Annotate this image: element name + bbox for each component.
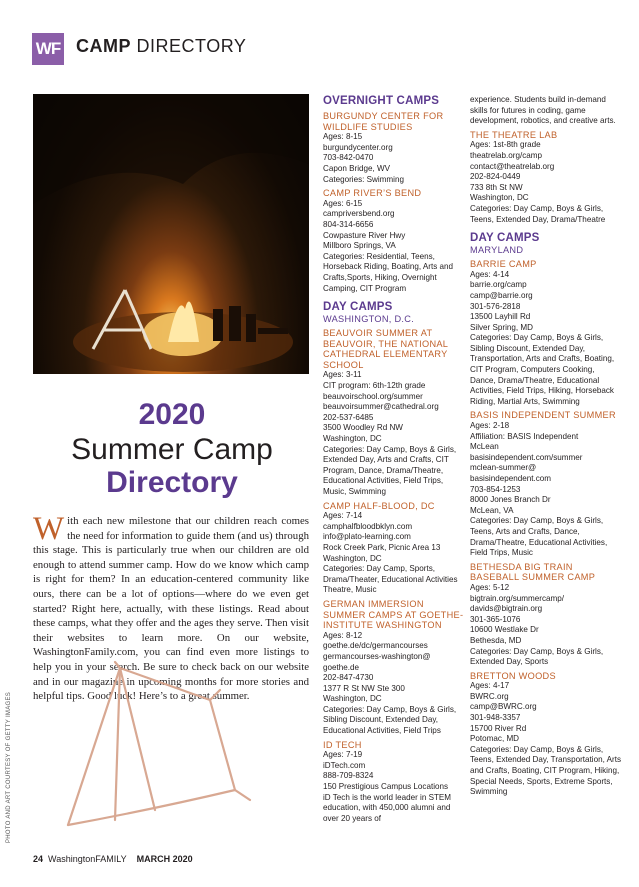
- listing-line: Affiliation: BASIS Independent: [470, 431, 579, 441]
- listing-line: Ages: 8-12: [323, 630, 363, 640]
- listing-text: Categories: Day Camp, Boys & Girls, Extended Day, Sports: [470, 646, 604, 667]
- magazine-name-light: Washington: [48, 854, 96, 864]
- listing-text: experience. Students build in-demand skills for futures in coding, game development, robotics, and creative arts.: [470, 95, 616, 126]
- feature-title: Directory: [106, 466, 238, 499]
- campfire-illustration: [33, 94, 309, 374]
- intro-text: ith each new milestone that our children reach comes the need for information to guide them (and us) through this stage. This is particularly true when our children are old enough to attend summer camp. How do we know which camp is right for them? In an education-centered community like ours, there can be a lot of options—where do we even get started? Right here, actually, with these listings. Read about these camps, what they offer and the ages they serve. Then visit their websites to learn more. On our website, WashingtonFamily.com, you can find even more listings to help you in your search. Be sure to check back on our website and in our magazine in upcoming months for more stories and helpful tips. Good luck! Here’s to a great summer.: [33, 515, 309, 703]
- listing-text: Categories: Day Camp, Boys & Girls, Extended Day, Arts and Crafts, CIT Program, Dance, Drama/Theatre, Educational Activities, Field Trips, Music, Swimming: [323, 444, 457, 496]
- listing-line: 703-842-0470: [323, 153, 374, 163]
- listing-line: 10600 Westlake Dr: [470, 625, 539, 635]
- campfire-photo: [33, 94, 309, 374]
- camp-name: BARRIE CAMP: [470, 259, 537, 270]
- listing-line: McLean, VA: [470, 505, 514, 515]
- listing-line: 202-824-0449: [470, 172, 521, 182]
- listing-line: 150 Prestigious Campus Locations: [323, 782, 449, 792]
- camp-name: BETHESDA BIG TRAIN BASEBALL SUMMER CAMP: [470, 561, 596, 583]
- listing-text: Categories: Day Camp, Sports, Drama/Theater, Educational Activities Theatre, Music: [323, 564, 458, 595]
- listing-line: Washington, DC: [323, 434, 382, 444]
- camp-name: GERMAN IMMERSION SUMMER CAMPS AT GOETHE-INSTITUTE WASHINGTON: [323, 598, 464, 631]
- listing-line: Ages: 6-15: [323, 198, 363, 208]
- listing-line: 301-365-1076: [470, 614, 521, 624]
- camp-name: BEAUVOIR SUMMER AT BEAUVOIR, THE NATIONAL CATHEDRAL ELEMENTARY SCHOOL: [323, 328, 448, 370]
- listing-line: McLean: [470, 442, 499, 452]
- listing-line: Millboro Springs, VA: [323, 241, 396, 251]
- listing-line: Potomac, MD: [470, 734, 520, 744]
- listing-line: Ages: 1st-8th grade: [470, 140, 541, 150]
- listing-line: Ages: 5-12: [470, 582, 510, 592]
- header-title-rest: DIRECTORY: [136, 36, 247, 56]
- listing-line: barrie.org/camp: [470, 280, 527, 290]
- listing-line: burgundycenter.org: [323, 142, 393, 152]
- camp-name: BASIS INDEPENDENT SUMMER: [470, 410, 616, 421]
- listing-line: Washington, DC: [470, 193, 529, 203]
- listing-text: iD Tech is the world leader in STEM education, with 450,000 alumni and over 20 years of: [323, 792, 452, 823]
- feature-subtitle: Summer Camp: [71, 433, 273, 466]
- section-subheading: WASHINGTON, D.C.: [323, 314, 415, 325]
- listing-line: Ages: 7-14: [323, 511, 363, 521]
- listing-line: 804-314-6656: [323, 219, 374, 229]
- listing-line: 8000 Jones Branch Dr: [470, 495, 551, 505]
- issue-date: MARCH 2020: [136, 854, 193, 864]
- listing-line: 301-576-2818: [470, 301, 521, 311]
- magazine-name-caps: FAMILY: [95, 854, 127, 864]
- listing-line: Capon Bridge, WV: [323, 163, 391, 173]
- listing-column-1: [323, 95, 465, 824]
- listing-line: mclean-summer@: [470, 463, 537, 473]
- listing-line: Silver Spring, MD: [470, 322, 533, 332]
- listing-line: Ages: 4-14: [470, 269, 510, 279]
- listing-line: contact@theatrelab.org: [470, 161, 555, 171]
- section-header: [76, 36, 246, 57]
- listing-line: Washington, DC: [323, 553, 382, 563]
- listing-line: goethe.de/dc/germancourses: [323, 641, 428, 651]
- listing-text: Categories: Day Camp, Boys & Girls, Teens, Extended Day, Transportation, Arts and Crafts, Boating, CIT Program, Hiking, Special Needs, Sports, Extreme Sports, Swimming: [470, 744, 622, 797]
- listing-line: camp@barrie.org: [470, 290, 533, 300]
- listing-line: Cowpasture River Hwy: [323, 230, 406, 240]
- listing-line: 1377 R St NW Ste 300: [323, 683, 405, 693]
- listing-line: basisindependent.com/summer: [470, 452, 583, 462]
- listing-line: 301-948-3357: [470, 713, 521, 723]
- listing-line: Rock Creek Park, Picnic Area 13: [323, 542, 441, 552]
- listing-line: Washington, DC: [323, 694, 382, 704]
- listing-line: 13500 Layhill Rd: [470, 312, 531, 322]
- listing-line: germancourses-washington@: [323, 651, 431, 661]
- listing-line: Ages: 4-17: [470, 681, 510, 691]
- listing-line: 202-847-4730: [323, 673, 374, 683]
- drop-cap: W: [33, 511, 65, 547]
- listing-text: Categories: Day Camp, Boys & Girls, Sibling Discount, Extended Day, Educational Activities, Field Trips: [323, 704, 457, 736]
- listing-line: BWRC.org: [470, 691, 509, 701]
- header-title-bold: CAMP: [76, 36, 131, 56]
- listing-line: beauvoirsummer@cathedral.org: [323, 402, 439, 412]
- listing-line: Ages: 3-11: [323, 370, 362, 380]
- listing-line: 703-854-1253: [470, 484, 521, 494]
- listing-line: 3500 Woodley Rd NW: [323, 423, 403, 433]
- section-heading: DAY CAMPS: [323, 301, 393, 314]
- listing-text: Categories: Day Camp, Boys & Girls, Sibling Discount, Extended Day, Transportation, Arts and Crafts, Boating, CIT Program, Computers Cooking, Dance, Drama/Theatre, Educational Activities, Field Trips, Hiking, Horseback Riding, Martial Arts, Swimming: [470, 333, 615, 406]
- tent-drawing-icon: [60, 660, 260, 840]
- camp-name: THE THEATRE LAB: [470, 129, 558, 140]
- section-heading: DAY CAMPS: [470, 232, 540, 245]
- listing-text: Categories: Day Camp, Boys & Girls, Teens, Extended Day, Drama/Theatre: [470, 203, 606, 224]
- feature-year: 2020: [138, 398, 206, 431]
- listing-text: Categories: Residential, Teens, Horseback Riding, Boating, Arts and Crafts,Sports, Hiking, Overnight Camping, CIT Program: [323, 251, 454, 293]
- listing-line: beauvoirschool.org/summer: [323, 391, 423, 401]
- camp-name: CAMP HALF-BLOOD, DC: [323, 500, 435, 511]
- listing-line: basisindependent.com: [470, 474, 551, 483]
- listing-line: Categories: Swimming: [323, 174, 404, 184]
- listing-text: Categories: Day Camp, Boys & Girls, Teens, Arts and Crafts, Dance, Drama/Theatre, Educational Activities, Field Trips, Music: [470, 516, 608, 558]
- listing-line: iDTech.com: [323, 760, 366, 770]
- listing-line: Ages: 8-15: [323, 132, 363, 142]
- section-subheading: MARYLAND: [470, 245, 524, 256]
- listing-line: Ages: 7-19: [323, 750, 363, 760]
- listing-line: 888-709-8324: [323, 771, 374, 781]
- camp-name: CAMP RIVER’S BEND: [323, 188, 422, 199]
- page-footer: [33, 854, 193, 864]
- camp-name: ID TECH: [323, 739, 362, 750]
- section-heading: OVERNIGHT CAMPS: [323, 95, 440, 107]
- listing-line: 15700 River Rd: [470, 723, 527, 733]
- listing-line: Ages: 2-18: [470, 421, 510, 431]
- listing-line: camp@BWRC.org: [470, 702, 537, 712]
- listing-line: bigtrain.org/summercamp/: [470, 593, 565, 603]
- listing-line: campriversbend.org: [323, 209, 395, 219]
- listing-column-2: [470, 95, 622, 798]
- listing-line: 733 8th St NW: [470, 182, 523, 192]
- magazine-logo: WF: [32, 33, 64, 65]
- listing-line: info@plato-learning.com: [323, 532, 411, 542]
- listing-line: davids@bigtrain.org: [470, 604, 543, 614]
- photo-credit: PHOTO AND ART COURTESY OF GETTY IMAGES: [6, 691, 12, 843]
- listing-line: goethe.de: [323, 662, 360, 672]
- listing-line: CIT program: 6th-12th grade: [323, 381, 426, 391]
- page-number: 24: [33, 854, 44, 864]
- listing-line: Bethesda, MD: [470, 635, 522, 645]
- listing-line: 202-537-6485: [323, 412, 374, 422]
- listing-line: camphalfbloodbklyn.com: [323, 521, 413, 531]
- camp-name: BURGUNDY CENTER FOR WILDLIFE STUDIES: [323, 111, 444, 132]
- listing-line: theatrelab.org/camp: [470, 150, 542, 160]
- camp-name: BRETTON WOODS: [470, 670, 556, 681]
